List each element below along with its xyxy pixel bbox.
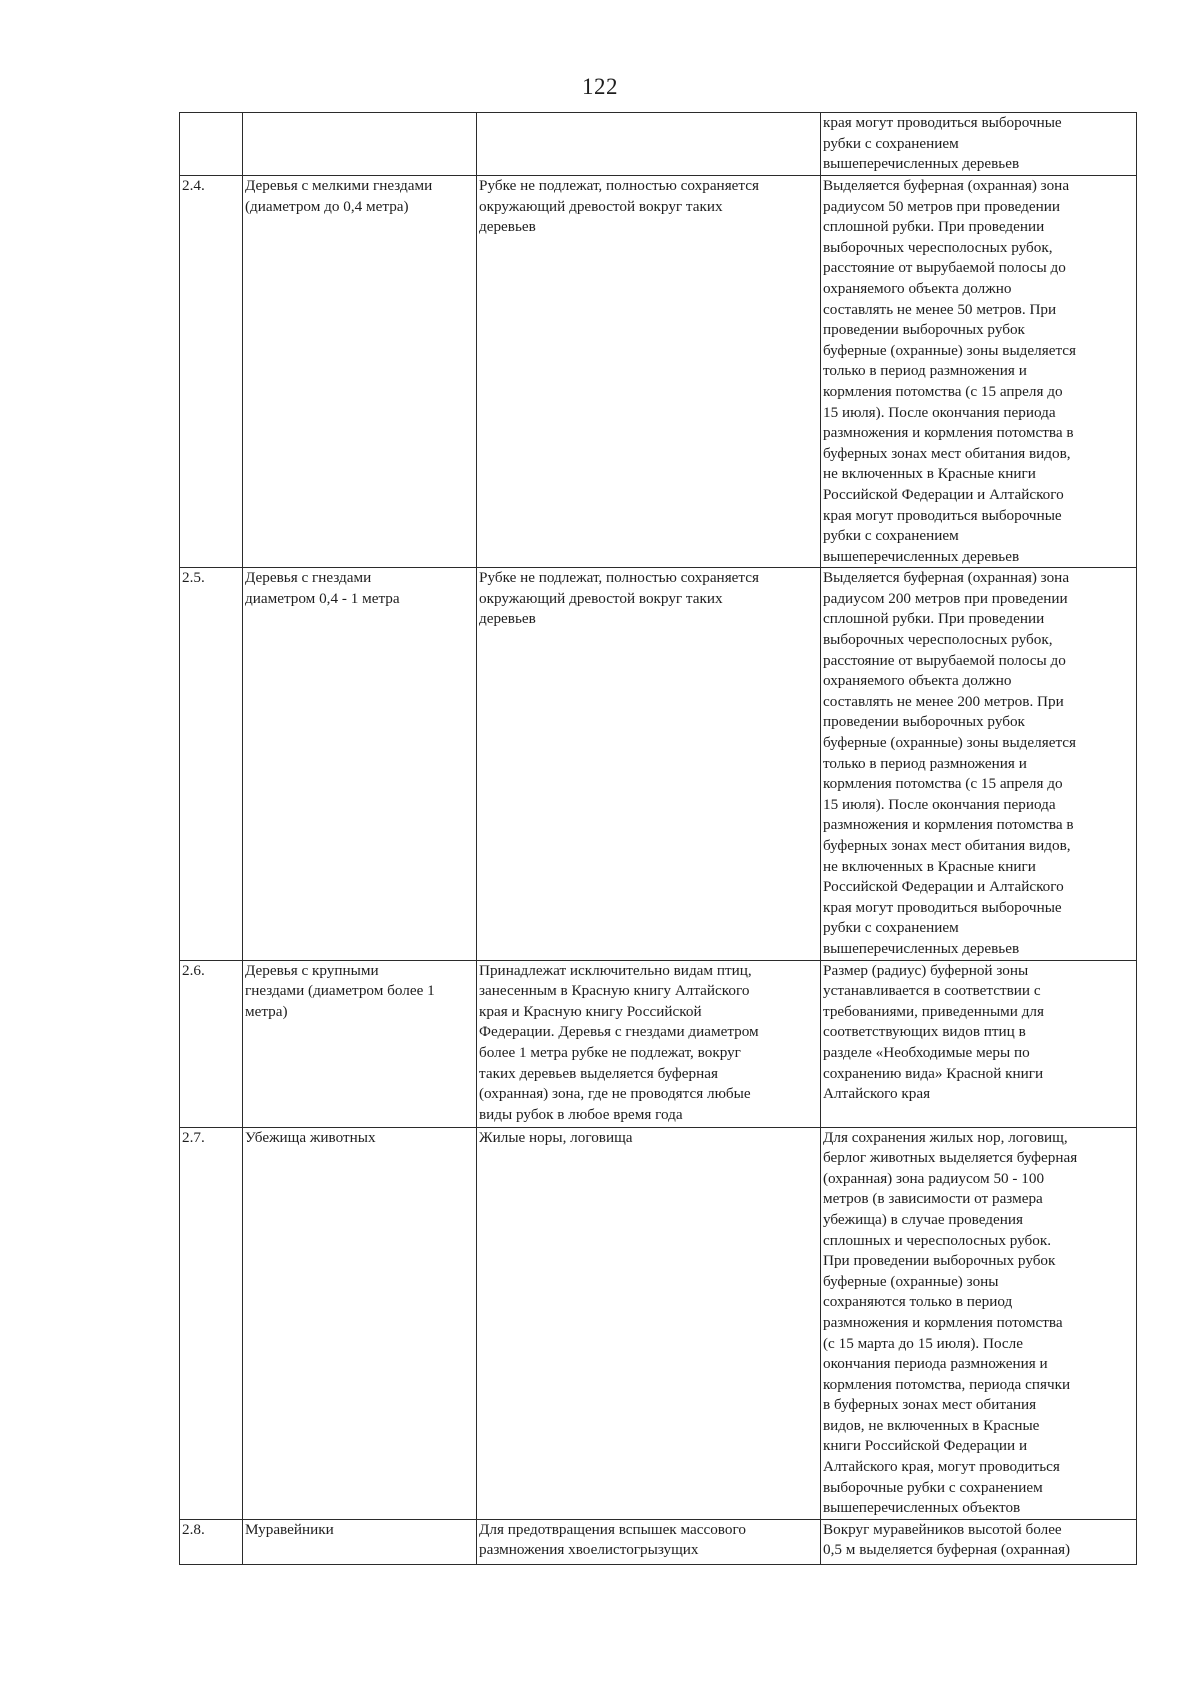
cell-object-line: диаметром 0,4 - 1 метра — [245, 589, 400, 607]
cell-buffer-zone-line: проведении выборочных рубок — [823, 713, 1025, 731]
cell-object — [243, 1127, 477, 1519]
cell-buffer-zone-line: только в период размножения и — [823, 754, 1027, 772]
cell-object — [243, 113, 477, 176]
table-body — [180, 113, 1137, 1565]
cell-requirement — [477, 1519, 821, 1564]
cell-buffer-zone-line: устанавливается в соответствии с — [823, 982, 1041, 1000]
protection-measures-table — [179, 112, 1137, 1565]
cell-buffer-zone-line: 0,5 м выделяется буферная (охранная) — [823, 1541, 1071, 1559]
cell-buffer-zone-line: вышеперечисленных деревьев — [823, 939, 1020, 957]
cell-requirement — [477, 1127, 821, 1519]
row-number: 2.5. — [182, 569, 205, 587]
cell-requirement-line: Для предотвращения вспышек массового — [479, 1520, 746, 1538]
cell-requirement — [477, 960, 821, 1127]
cell-requirement — [477, 568, 821, 960]
cell-buffer-zone-line: рубки с сохранением — [823, 134, 959, 152]
cell-buffer-zone-line: охраняемого объекта должно — [823, 279, 1012, 297]
cell-buffer-zone — [821, 1127, 1137, 1519]
cell-buffer-zone-line: Для сохранения жилых нор, логовищ, — [823, 1128, 1068, 1146]
cell-buffer-zone-line: радиусом 200 метров при проведении — [823, 589, 1068, 607]
cell-buffer-zone-line: кормления потомства, периода спячки — [823, 1375, 1071, 1393]
cell-object — [243, 176, 477, 568]
table-row — [180, 1127, 1137, 1519]
cell-buffer-zone-line: сплошных и чересполосных рубок. — [823, 1231, 1052, 1249]
cell-requirement-line: деревьев — [479, 218, 536, 236]
cell-requirement-line: размножения хвоелистогрызущих — [479, 1541, 699, 1559]
cell-buffer-zone-line: выборочных чересполосных рубок, — [823, 631, 1053, 649]
cell-number — [180, 176, 243, 568]
cell-buffer-zone-line: Выделяется буферная (охранная) зона — [823, 569, 1070, 587]
cell-requirement-line: края и Красную книгу Российской — [479, 1002, 702, 1020]
cell-buffer-zone-line: сохранению вида» Красной книги — [823, 1064, 1044, 1082]
cell-number — [180, 960, 243, 1127]
cell-buffer-zone-line: видов, не включенных в Красные — [823, 1416, 1040, 1434]
cell-object-line: Деревья с гнездами — [245, 569, 372, 587]
cell-buffer-zone-line: вышеперечисленных деревьев — [823, 547, 1020, 565]
cell-requirement-line: Жилые норы, логовища — [479, 1128, 633, 1146]
cell-object-line: Деревья с мелкими гнездами — [245, 177, 433, 194]
cell-buffer-zone-line: требованиями, приведенными для — [823, 1002, 1044, 1020]
page-number: 122 — [582, 74, 618, 99]
cell-requirement-line: деревьев — [479, 610, 536, 628]
cell-buffer-zone-line: Российской Федерации и Алтайского — [823, 485, 1064, 503]
cell-requirement-line: Рубке не подлежат, полностью сохраняется — [479, 569, 759, 587]
cell-requirement-line: Рубке не подлежат, полностью сохраняется — [479, 177, 759, 194]
cell-buffer-zone-line: буферные (охранные) зоны — [823, 1272, 999, 1290]
cell-object-line: Убежища животных — [245, 1128, 376, 1146]
cell-buffer-zone-line: кормления потомства (с 15 апреля до — [823, 775, 1063, 793]
cell-buffer-zone-line: разделе «Необходимые меры по — [823, 1043, 1030, 1061]
cell-buffer-zone-line: При проведении выборочных рубок — [823, 1252, 1056, 1270]
cell-object — [243, 568, 477, 960]
cell-buffer-zone-line: книги Российской Федерации и — [823, 1437, 1028, 1455]
cell-buffer-zone-line: окончания периода размножения и — [823, 1355, 1048, 1373]
cell-requirement-line: Принадлежат исключительно видам птиц, — [479, 961, 752, 979]
cell-number — [180, 1519, 243, 1564]
cell-object-line: метра) — [245, 1002, 288, 1020]
cell-buffer-zone-line: рубки с сохранением — [823, 919, 959, 937]
cell-number — [180, 568, 243, 960]
cell-buffer-zone-line: охраняемого объекта должно — [823, 672, 1012, 690]
cell-buffer-zone-line: проведении выборочных рубок — [823, 321, 1025, 339]
cell-buffer-zone — [821, 960, 1137, 1127]
cell-buffer-zone-line: размножения и кормления потомства — [823, 1313, 1063, 1331]
cell-buffer-zone-line: размножения и кормления потомства в — [823, 424, 1074, 442]
cell-buffer-zone — [821, 176, 1137, 568]
cell-requirement — [477, 176, 821, 568]
cell-buffer-zone-line: выборочных чересполосных рубок, — [823, 238, 1053, 256]
table-row — [180, 1519, 1137, 1564]
cell-buffer-zone-line: 15 июля). После окончания периода — [823, 795, 1056, 813]
cell-buffer-zone-line: расстояние от вырубаемой полосы до — [823, 651, 1066, 669]
cell-object-line: (диаметром до 0,4 метра) — [245, 197, 409, 215]
cell-buffer-zone-line: расстояние от вырубаемой полосы до — [823, 259, 1066, 277]
row-number: 2.4. — [182, 177, 205, 194]
cell-buffer-zone — [821, 1519, 1137, 1564]
cell-requirement-line: таких деревьев выделяется буферная — [479, 1064, 718, 1082]
table-row — [180, 113, 1137, 176]
cell-buffer-zone-line: Вокруг муравейников высотой более — [823, 1520, 1062, 1538]
cell-buffer-zone-line: Размер (радиус) буферной зоны — [823, 961, 1029, 979]
cell-object — [243, 960, 477, 1127]
cell-buffer-zone-line: буферные (охранные) зоны выделяется — [823, 341, 1076, 359]
cell-requirement-line: более 1 метра рубке не подлежат, вокруг — [479, 1043, 741, 1061]
cell-buffer-zone — [821, 568, 1137, 960]
cell-requirement-line: Федерации. Деревья с гнездами диаметром — [479, 1023, 759, 1041]
cell-requirement-line: виды рубок в любое время года — [479, 1105, 683, 1123]
cell-buffer-zone-line: соответствующих видов птиц в — [823, 1023, 1026, 1041]
cell-buffer-zone-line: составлять не менее 200 метров. При — [823, 692, 1064, 710]
cell-buffer-zone-line: (охранная) зона радиусом 50 - 100 — [823, 1169, 1045, 1187]
cell-buffer-zone-line: края могут проводиться выборочные — [823, 506, 1062, 524]
cell-buffer-zone-line: буферных зонах мест обитания видов, — [823, 444, 1071, 462]
cell-buffer-zone-line: кормления потомства (с 15 апреля до — [823, 382, 1063, 400]
cell-buffer-zone — [821, 113, 1137, 176]
cell-buffer-zone-line: Алтайского края, могут проводиться — [823, 1458, 1060, 1476]
table-row — [180, 568, 1137, 960]
cell-buffer-zone-line: выборочные рубки с сохранением — [823, 1478, 1043, 1496]
cell-buffer-zone-line: убежища) в случае проведения — [823, 1210, 1024, 1228]
row-number: 2.6. — [182, 961, 205, 979]
table-row — [180, 960, 1137, 1127]
row-number: 2.7. — [182, 1128, 205, 1146]
cell-buffer-zone-line: сохраняются только в период — [823, 1293, 1013, 1311]
cell-requirement-line: (охранная) зона, где не проводятся любые — [479, 1085, 751, 1103]
cell-buffer-zone-line: берлог животных выделяется буферная — [823, 1149, 1078, 1167]
cell-requirement-line: окружающий древостой вокруг таких — [479, 197, 723, 215]
table-row — [180, 176, 1137, 568]
cell-buffer-zone-line: только в период размножения и — [823, 362, 1027, 380]
cell-buffer-zone-line: метров (в зависимости от размера — [823, 1190, 1043, 1208]
cell-buffer-zone-line: 15 июля). После окончания периода — [823, 403, 1056, 421]
cell-buffer-zone-line: радиусом 50 метров при проведении — [823, 197, 1060, 215]
cell-buffer-zone-line: буферные (охранные) зоны выделяется — [823, 734, 1076, 752]
cell-number — [180, 113, 243, 176]
cell-requirement-line: занесенным в Красную книгу Алтайского — [479, 982, 750, 1000]
cell-buffer-zone-line: размножения и кормления потомства в — [823, 816, 1074, 834]
cell-buffer-zone-line: сплошной рубки. При проведении — [823, 610, 1045, 628]
cell-buffer-zone-line: буферных зонах мест обитания видов, — [823, 837, 1071, 854]
cell-object-line: Муравейники — [245, 1520, 334, 1538]
cell-buffer-zone-line: не включенных в Красные книги — [823, 465, 1036, 483]
cell-buffer-zone-line: края могут проводиться выборочные — [823, 898, 1062, 916]
row-number: 2.8. — [182, 1520, 205, 1538]
cell-buffer-zone-line: Российской Федерации и Алтайского — [823, 878, 1064, 896]
cell-buffer-zone-line: рубки с сохранением — [823, 527, 959, 545]
cell-buffer-zone-line: вышеперечисленных деревьев — [823, 155, 1020, 173]
cell-number — [180, 1127, 243, 1519]
cell-object-line: гнездами (диаметром более 1 — [245, 982, 435, 1000]
cell-object — [243, 1519, 477, 1564]
cell-buffer-zone-line: в буферных зонах мест обитания — [823, 1396, 1037, 1414]
cell-buffer-zone-line: Алтайского края — [823, 1085, 931, 1103]
cell-buffer-zone-line: составлять не менее 50 метров. При — [823, 300, 1057, 318]
cell-buffer-zone-line: (с 15 марта до 15 июля). После — [823, 1334, 1023, 1352]
cell-buffer-zone-line: не включенных в Красные книги — [823, 857, 1036, 875]
cell-buffer-zone-line: вышеперечисленных объектов — [823, 1499, 1021, 1517]
cell-object-line: Деревья с крупными — [245, 961, 379, 979]
cell-requirement — [477, 113, 821, 176]
cell-buffer-zone-line: сплошной рубки. При проведении — [823, 218, 1045, 236]
cell-buffer-zone-line: края могут проводиться выборочные — [823, 114, 1062, 131]
cell-requirement-line: окружающий древостой вокруг таких — [479, 589, 723, 607]
cell-buffer-zone-line: Выделяется буферная (охранная) зона — [823, 177, 1070, 194]
